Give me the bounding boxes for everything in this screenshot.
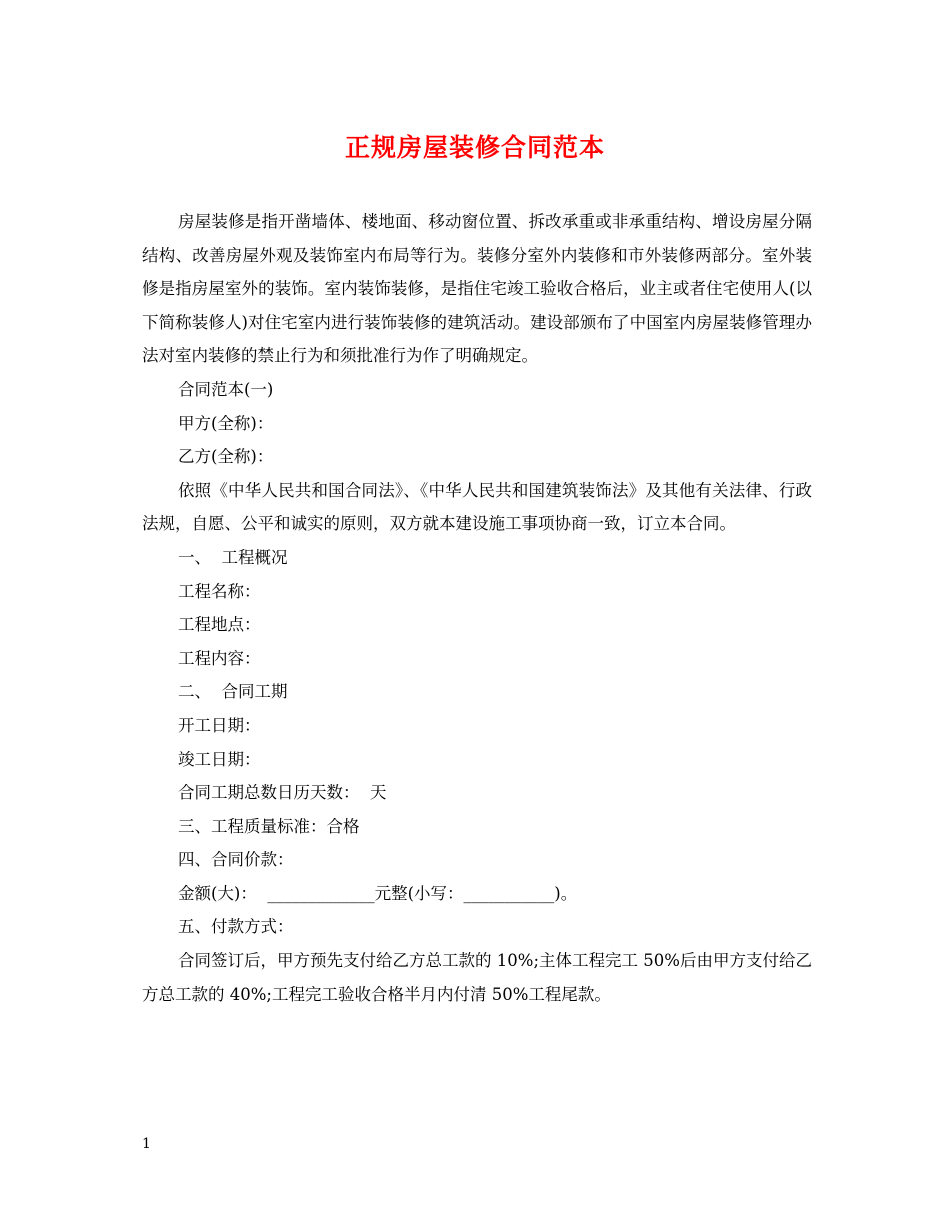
section-3-heading: 三、工程质量标准：合格 — [178, 816, 360, 836]
amount-line: 金额(大)： _____________元整(小写：___________)。 — [178, 883, 578, 903]
basis-paragraph: 依照《中华人民共和国合同法》、《中华人民共和国建筑装饰法》及其他有关法律、行政法规，自愿、公平和诚实的原则，双方就本建设施工事项协商一致，订立本合同。 — [142, 480, 812, 534]
project-location-line: 工程地点： — [178, 615, 261, 635]
document-title: 正规房屋装修合同范本 — [344, 133, 605, 162]
document-body — [142, 205, 812, 1011]
party-b-line: 乙方(全称)： — [178, 447, 274, 467]
start-date-line: 开工日期： — [178, 715, 261, 735]
completion-date-line: 竣工日期： — [178, 749, 261, 769]
project-content-line: 工程内容： — [178, 648, 261, 668]
project-name-line: 工程名称： — [178, 581, 261, 601]
sample-heading: 合同范本(一) — [178, 379, 274, 399]
payment-paragraph: 合同签订后，甲方预先支付给乙方总工款的 10%;主体工程完工 50%后由甲方支付给乙方总工款的 40%;工程完工验收合格半月内付清 50%工程尾款。 — [142, 951, 812, 1004]
page-number: 1 — [142, 1136, 151, 1152]
total-days-line: 合同工期总数日历天数： 天 — [178, 783, 387, 803]
party-a-line: 甲方(全称)： — [178, 413, 274, 433]
section-4-heading: 四、合同价款： — [178, 850, 294, 870]
section-1-heading: 一、 工程概况 — [178, 547, 288, 567]
intro-paragraph: 房屋装修是指开凿墙体、楼地面、移动窗位置、拆改承重或非承重结构、增设房屋分隔结构、改善房屋外观及装饰室内布局等行为。装修分室外内装修和市外装修两部分。室外装修是指房屋室外的装饰。室内装饰装修，是指住宅竣工验收合格后，业主或者住宅使用人(以下简称装修人)对住宅室内进行装饰装修的建筑活动。建设部颁布了中国室内房屋装修管理办法对室内装修的禁止行为和须批准行为作了明确规定。 — [142, 212, 812, 366]
section-2-heading: 二、 合同工期 — [178, 682, 288, 702]
section-5-heading: 五、付款方式： — [178, 917, 294, 937]
